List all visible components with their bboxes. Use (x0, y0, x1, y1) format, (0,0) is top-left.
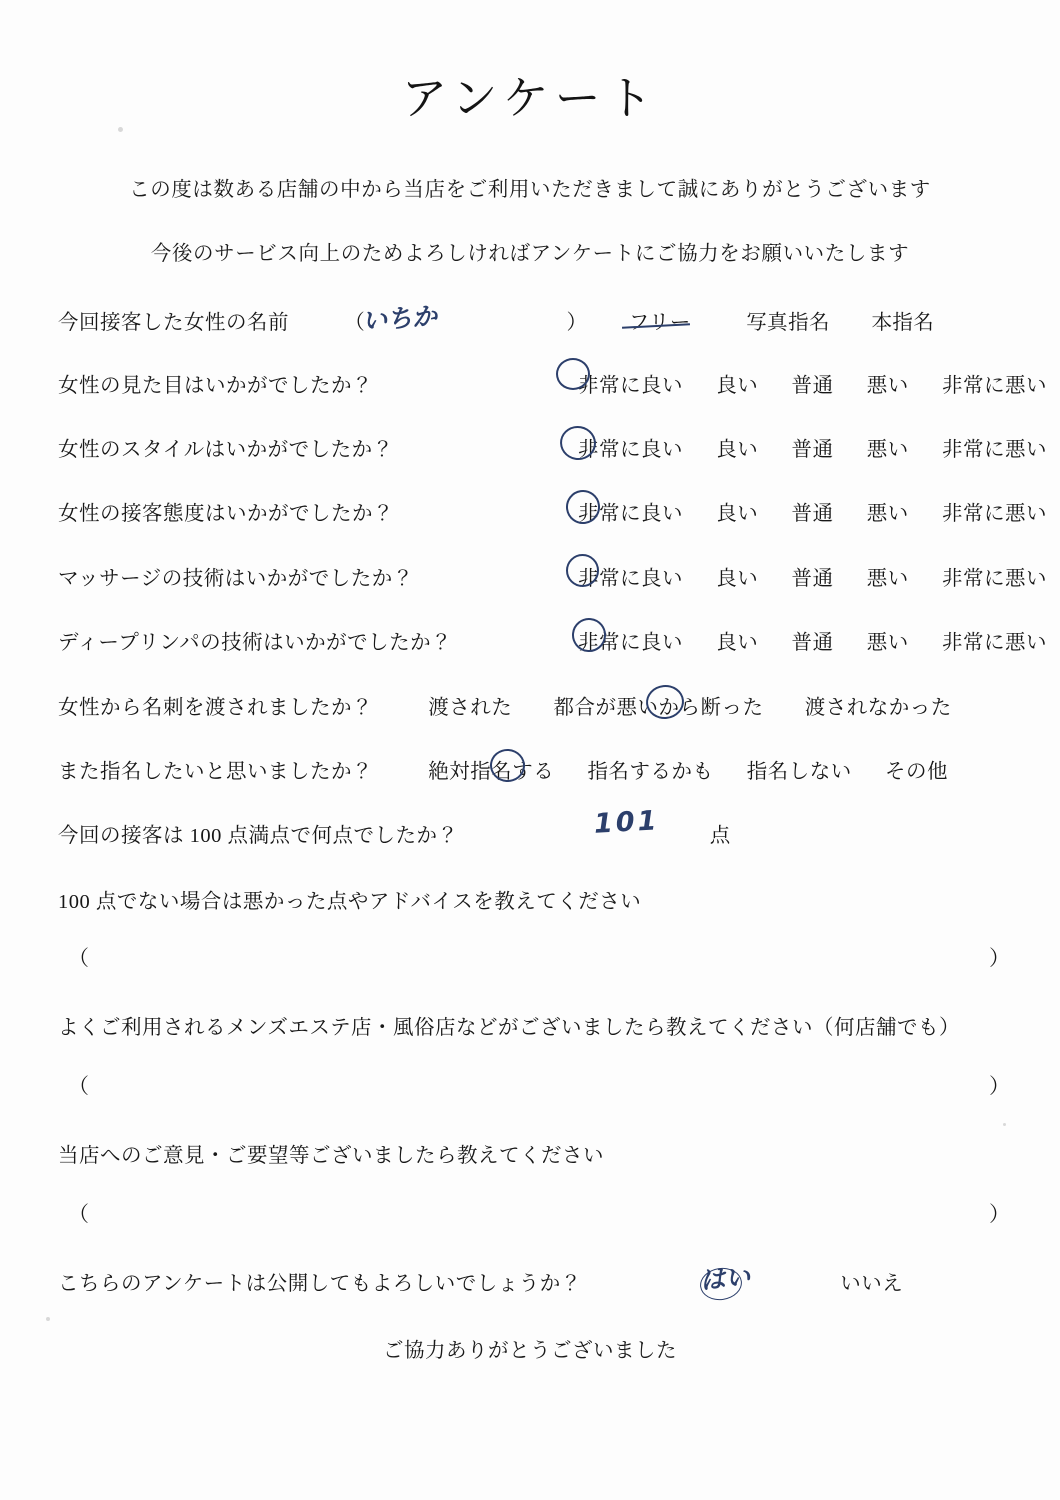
rating-options (578, 561, 1047, 591)
question-label: ディープリンパの技術はいかがでしたか？ (58, 632, 453, 654)
handwritten-score-value: 101 (593, 805, 661, 840)
paren-close: ） (989, 946, 1010, 970)
paren-open: （ (68, 1202, 89, 1226)
intro-line-1: この度は数ある店舗の中から当店をご利用いただきまして誠にありがとうございます (129, 179, 931, 201)
question-row-deep-lymph-skill (58, 625, 1047, 655)
footer-thanks: ご協力ありがとうございました (383, 1340, 677, 1362)
option-good[interactable]: 良い (716, 632, 759, 654)
option-very-bad[interactable]: 非常に悪い (942, 632, 1047, 654)
paren-open: （ (68, 946, 89, 970)
option-average[interactable]: 普通 (791, 375, 834, 397)
question-label: マッサージの技術はいかがでしたか？ (58, 568, 414, 590)
option-very-bad[interactable]: 非常に悪い (942, 375, 1047, 397)
option-bad[interactable]: 悪い (866, 568, 909, 590)
score-unit: 点 (709, 825, 731, 847)
name-question-label: 今回接客した女性の名前 (58, 312, 289, 334)
option-bad[interactable]: 悪い (866, 632, 909, 654)
option-card-declined[interactable]: 都合が悪いから断った (553, 697, 764, 719)
option-average[interactable]: 普通 (791, 632, 834, 654)
question-label: よくご利用されるメンズエステ店・風俗店などがございましたら教えてください（何店舗でも） (58, 1017, 960, 1039)
option-very-good[interactable]: 非常に良い (578, 375, 683, 397)
question-row-service-attitude (58, 496, 1047, 526)
question-row-score (58, 818, 1020, 848)
option-good[interactable]: 良い (716, 503, 759, 525)
intro-line-2: 今後のサービス向上のためよろしければアンケートにご協力をお願いいたします (150, 243, 910, 265)
question-row-publish-consent (58, 1266, 1020, 1296)
option-good[interactable]: 良い (716, 568, 759, 590)
question-label: 女性のスタイルはいかがでしたか？ (58, 439, 394, 461)
option-very-bad[interactable]: 非常に悪い (942, 503, 1047, 525)
option-good[interactable]: 良い (716, 439, 759, 461)
option-card-not-received[interactable]: 渡されなかった (804, 697, 952, 719)
question-row-business-card (58, 690, 1020, 720)
question-row-style (58, 432, 1047, 462)
option-very-good[interactable]: 非常に良い (578, 503, 683, 525)
rating-options (578, 496, 1047, 526)
answer-field-opinion[interactable] (58, 1198, 1020, 1232)
question-label: 今回の接客は 100 点満点で何点でしたか？ (58, 825, 459, 847)
option-good[interactable]: 良い (716, 375, 759, 397)
option-average[interactable]: 普通 (791, 503, 834, 525)
question-row-other-shops (58, 1010, 1020, 1040)
question-row-repeat-nomination (58, 754, 1020, 784)
question-row-advice (58, 884, 1020, 914)
option-very-bad[interactable]: 非常に悪い (942, 568, 1047, 590)
option-other[interactable]: その他 (885, 761, 948, 783)
rating-options (578, 432, 1047, 462)
option-very-good[interactable]: 非常に良い (578, 439, 683, 461)
option-publish-no[interactable]: いいえ (840, 1273, 904, 1295)
paren-close: ） (989, 1074, 1010, 1098)
question-row-massage-skill (58, 561, 1047, 591)
option-bad[interactable]: 悪い (866, 503, 909, 525)
rating-options (578, 368, 1047, 398)
question-label: 当店へのご意見・ご要望等ございましたら教えてください (58, 1145, 604, 1167)
option-free[interactable]: フリー (628, 312, 691, 334)
option-very-good[interactable]: 非常に良い (578, 568, 683, 590)
option-average[interactable]: 普通 (791, 568, 834, 590)
option-very-bad[interactable]: 非常に悪い (942, 439, 1047, 461)
question-label: こちらのアンケートは公開してもよろしいでしょうか？ (58, 1273, 582, 1295)
option-very-good[interactable]: 非常に良い (578, 632, 683, 654)
question-label: 女性から名刺を渡されましたか？ (58, 697, 373, 719)
question-label: 女性の見た目はいかがでしたか？ (58, 375, 373, 397)
handwritten-name-value: いちか (361, 301, 439, 336)
option-photo-nomination[interactable]: 写真指名 (746, 312, 831, 334)
option-definitely-nominate[interactable]: 絶対指名する (428, 761, 555, 783)
option-maybe-nominate[interactable]: 指名するかも (587, 761, 714, 783)
question-label: 100 点でない場合は悪かった点やアドバイスを教えてください (58, 891, 642, 913)
question-label: また指名したいと思いましたか？ (58, 761, 373, 783)
name-row (58, 305, 1020, 335)
option-bad[interactable]: 悪い (866, 439, 909, 461)
handwritten-publish-yes: はい (698, 1261, 752, 1296)
question-row-opinion (58, 1138, 1020, 1168)
answer-field-other-shops[interactable] (58, 1070, 1020, 1104)
option-average[interactable]: 普通 (791, 439, 834, 461)
option-main-nomination[interactable]: 本指名 (871, 312, 935, 334)
option-card-received[interactable]: 渡された (428, 697, 513, 719)
question-row-appearance (58, 368, 1047, 398)
answer-field-advice[interactable] (58, 942, 1020, 976)
page-title: アンケート (401, 71, 659, 125)
option-bad[interactable]: 悪い (866, 375, 909, 397)
scan-speck (46, 1317, 50, 1321)
paren-close: ） (989, 1202, 1010, 1226)
scan-speck (1003, 1123, 1006, 1126)
name-paren-open: （ (344, 312, 366, 334)
rating-options (578, 625, 1047, 655)
name-paren-close: ） (566, 312, 588, 334)
paren-open: （ (68, 1074, 89, 1098)
question-label: 女性の接客態度はいかがでしたか？ (58, 503, 394, 525)
option-no-nominate[interactable]: 指名しない (746, 761, 852, 783)
